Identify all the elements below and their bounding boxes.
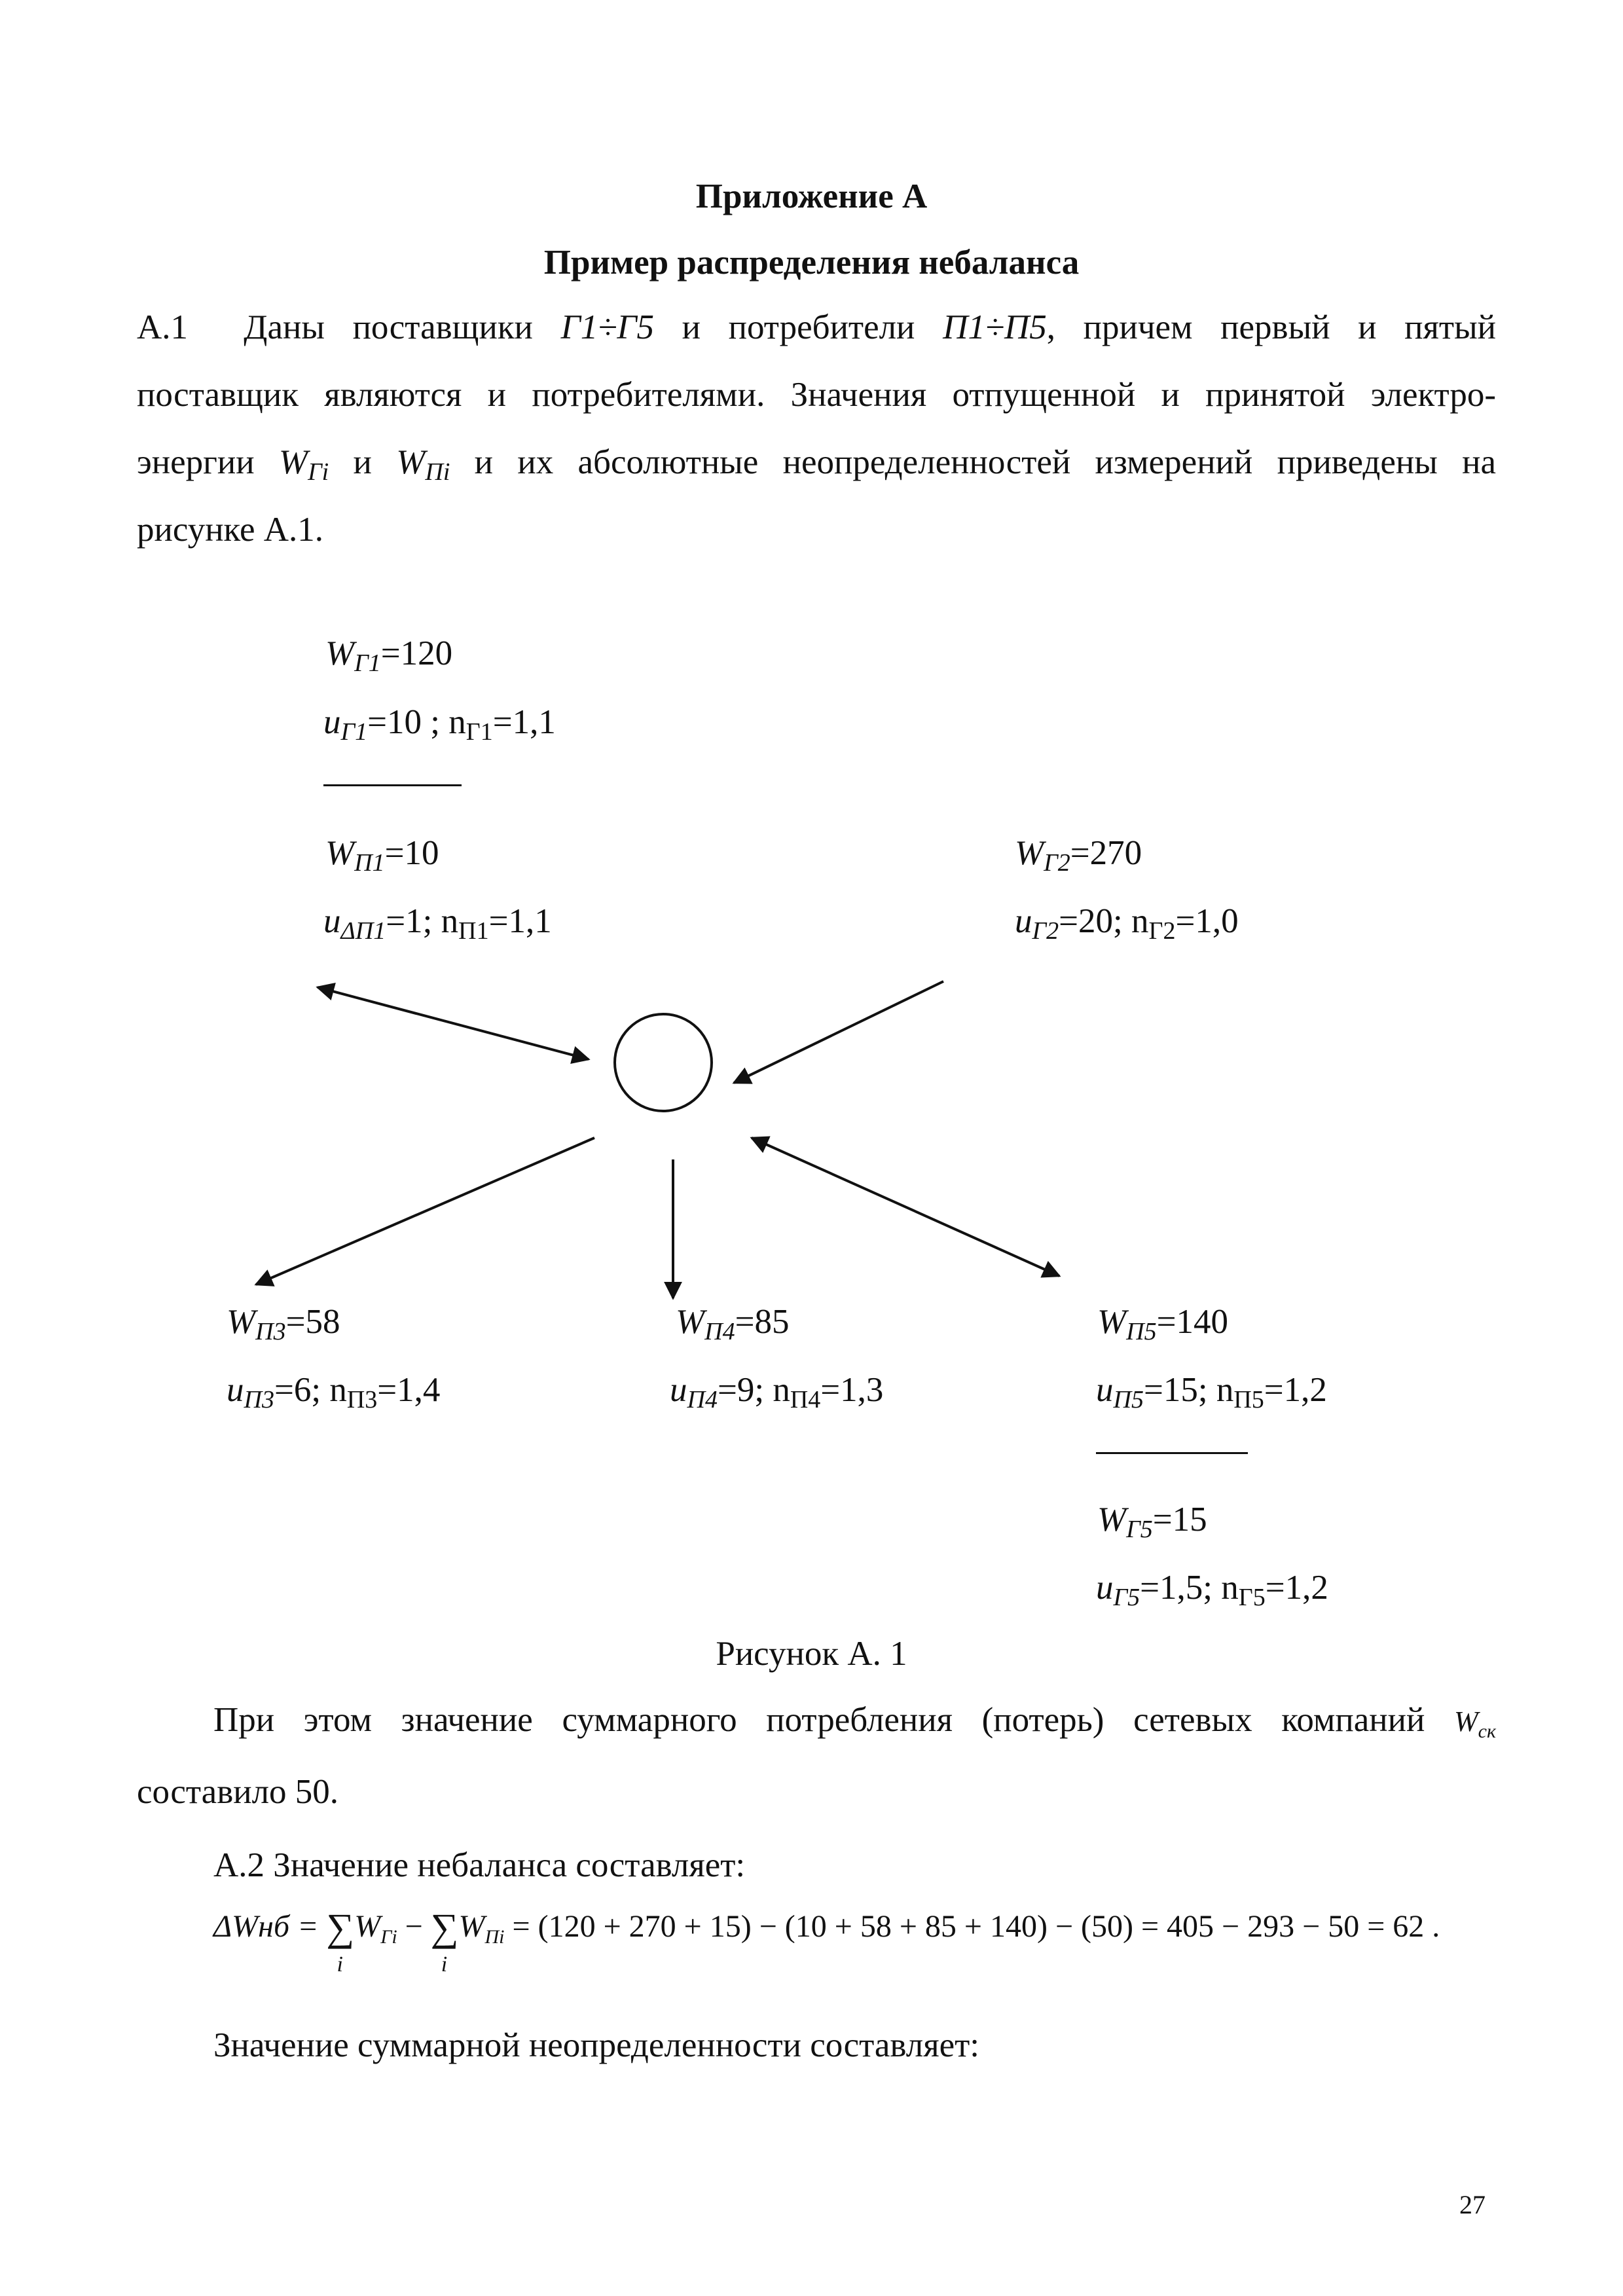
paragraph-a2: А.2 Значение небаланса составляет:: [213, 1846, 746, 1884]
label-u-p4: $u_{П4}=9$; $n_{П4}=1,3$: [670, 1371, 884, 1413]
paragraph-number: А.1: [137, 308, 189, 346]
label-u-g1: $u_{Г1}=10$ ; $n_{Г1}=1,1$: [323, 703, 556, 746]
page-number: 27: [1459, 2190, 1486, 2219]
paragraph-a1-line-2: поставщик являются и потребителями. Значения отпущенной и принятой электро-: [137, 376, 1496, 414]
section-title: Пример распределения небаланса: [543, 244, 1080, 282]
label-w-p5: $W_{П5}=140$: [1097, 1303, 1228, 1345]
label-u-p5: $u_{П5}=15$; $n_{П5}=1,2$: [1096, 1371, 1327, 1413]
suppliers-range: Г1÷Г5: [560, 308, 654, 346]
w-p-i-symbol: $W_{Пi}$: [396, 443, 450, 486]
arrow-g2: [734, 981, 943, 1083]
paragraph-a1-line-4: рисунке А.1.: [137, 511, 324, 549]
appendix-heading: Приложение А: [695, 177, 928, 215]
label-u-p3: $u_{П3}=6$; $n_{П3}=1,4$: [227, 1371, 441, 1413]
w-g-i-symbol: $W_{Гi}$: [278, 443, 329, 486]
w-sk-symbol: $W_{ск}$: [1454, 1705, 1497, 1742]
label-w-p1: $W_{П1}=10$: [325, 834, 439, 877]
bus-node: [615, 1014, 712, 1111]
arrow-p1-g1: [318, 987, 589, 1059]
label-w-g1: $W_{Г1}=120$: [325, 634, 453, 677]
label-w-p4: $W_{П4}=85$: [676, 1303, 790, 1345]
paragraph-a1-line-3: энергии $W_{Гi}$ и $W_{Пi}$ и их абсолютные неопределенностей измерений приведены на: [137, 443, 1496, 486]
arrow-p5-g5: [752, 1138, 1059, 1276]
sum-g: ∑ i: [326, 1906, 355, 1977]
label-w-p3: $W_{П3}=58$: [227, 1303, 340, 1345]
arrow-p3: [256, 1138, 594, 1285]
sum-p: ∑ i: [430, 1906, 459, 1977]
label-u-g5: $u_{Г5}=1,5$; $n_{Г5}=1,2$: [1096, 1569, 1328, 1611]
label-w-g5: $W_{Г5}=15$: [1097, 1501, 1207, 1543]
paragraph-losses-line-1: При этом значение суммарного потребления (потерь) сетевых компаний $W_{ск}$: [213, 1701, 1497, 1742]
paragraph-a1-line-1: А.1 Даны поставщики Г1÷Г5 и потребители П1÷П5, причем первый и пятый: [137, 308, 1497, 346]
imbalance-formula: ΔWнб = ∑ i $W_{Гi}$ − ∑ i $W_{Пi} = (120 + 270 + 15) - (10 + 58 + 85 + 140) - (50) = 405 - 293 - 50 = 62$ .: [213, 1906, 1440, 1977]
label-u-p1: $u_{\Delta П1}=1$; $n_{П1}=1,1$: [323, 902, 552, 945]
paragraph-total-uncertainty: Значение суммарной неопределенности составляет:: [213, 2026, 979, 2064]
paragraph-losses-line-2: составило 50.: [137, 1773, 339, 1811]
consumers-range: П1÷П5: [943, 308, 1047, 346]
figure-caption: Рисунок А. 1: [716, 1635, 907, 1673]
label-w-g2: $W_{Г2}=270$: [1015, 834, 1142, 877]
label-u-g2: $u_{Г2}=20$; $n_{Г2}=1,0$: [1015, 902, 1239, 945]
